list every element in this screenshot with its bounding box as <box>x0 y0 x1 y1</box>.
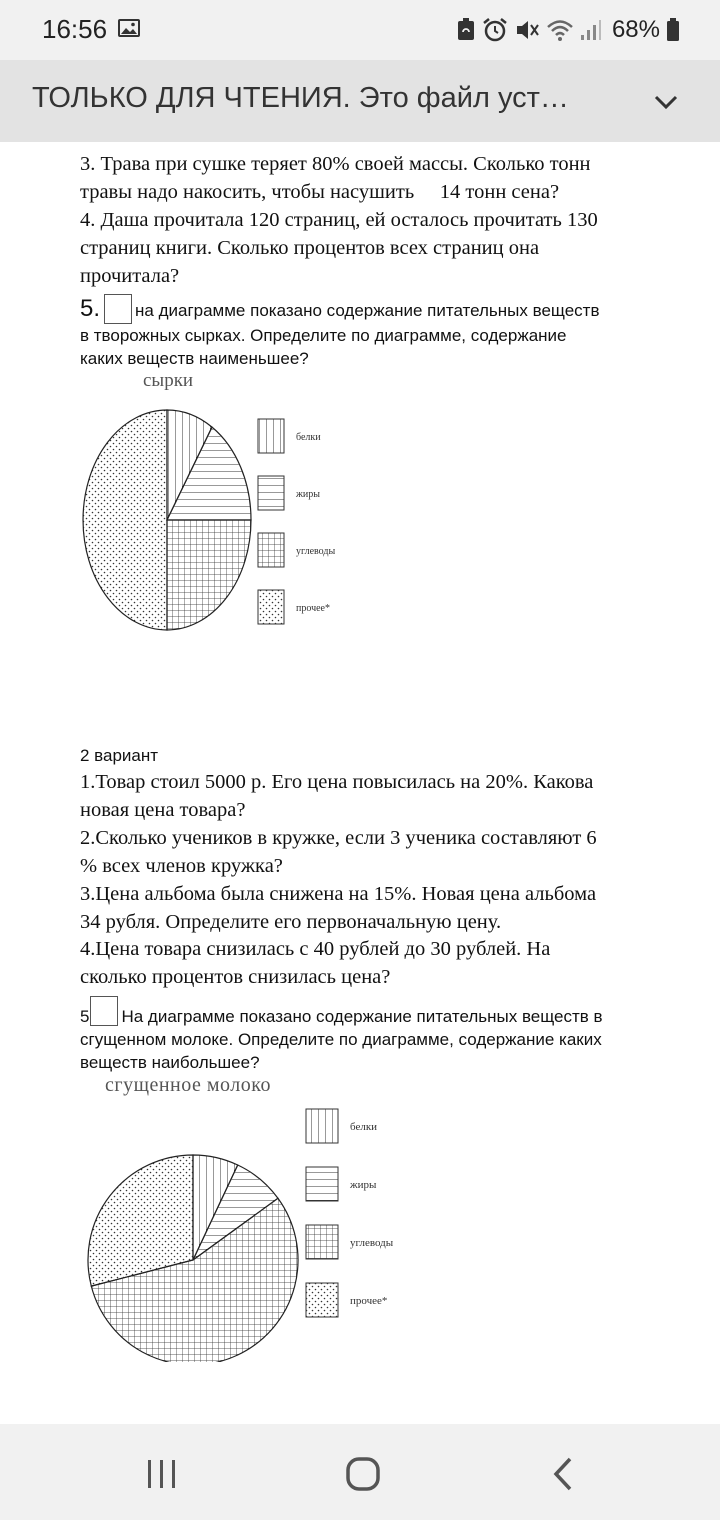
recycle-icon <box>456 18 476 42</box>
pie-chart-syrki <box>70 394 430 644</box>
document-page[interactable] <box>0 142 720 1424</box>
legend-label-3: прочее* <box>350 1295 388 1307</box>
legend-swatch-3 <box>258 590 284 624</box>
legend-swatch-2 <box>258 533 284 567</box>
status-icons <box>456 16 680 44</box>
chart-1-title: сырки <box>143 370 194 391</box>
legend-swatch-0 <box>258 419 284 453</box>
navigation-bar <box>0 1424 720 1520</box>
alarm-icon <box>482 17 508 43</box>
battery-icon <box>666 18 680 42</box>
legend-label-2: углеводы <box>296 546 336 557</box>
v2-question-3: 3.Цена альбома была снижена на 15%. Новая цена альбома 34 рубля. Определите его первоначальную цену. <box>80 883 597 933</box>
legend-swatch-1 <box>306 1167 338 1201</box>
read-only-banner-title: ТОЛЬКО ДЛЯ ЧТЕНИЯ. Это файл уст… <box>32 82 569 114</box>
wifi-icon <box>546 18 574 42</box>
v2-question-2: 2.Сколько учеников в кружке, если 3 ученика составляют 6 % всех членов кружка? <box>80 827 597 877</box>
chart-2-title: сгущенное молоко <box>105 1074 271 1096</box>
v2-question-5: 5 На диаграмме показано содержание питательных веществ в сгущенном молоке. Определите по диаграмме, содержание каких веществ наибольшее? <box>80 996 660 1074</box>
legend-swatch-3 <box>306 1283 338 1317</box>
signal-icon <box>580 18 602 42</box>
document-toolbar <box>0 60 720 142</box>
recent-apps-icon[interactable] <box>140 1452 184 1496</box>
status-time: 16:56 <box>42 14 108 44</box>
chevron-down-icon[interactable] <box>648 84 684 120</box>
legend-label-2: углеводы <box>350 1237 394 1249</box>
v2-question-5-number: 5 <box>80 1007 90 1026</box>
legend-label-0: белки <box>350 1121 378 1133</box>
legend-swatch-1 <box>258 476 284 510</box>
v2-answer-checkbox <box>90 996 118 1026</box>
pie-chart-sgushchennoe-moloko <box>80 1102 440 1362</box>
legend-label-3: прочее* <box>296 603 330 614</box>
image-icon <box>118 19 140 37</box>
question-4: 4. Даша прочитала 120 страниц, ей осталось прочитать 130 страниц книги. Сколько процентов всех страниц она прочитала? <box>80 209 598 287</box>
battery-percent: 68% <box>611 16 660 43</box>
legend-swatch-0 <box>306 1109 338 1143</box>
legend-label-1: жиры <box>350 1179 377 1191</box>
mute-icon <box>514 17 540 43</box>
question-5-number: 5. <box>80 295 101 322</box>
back-icon[interactable] <box>542 1452 586 1496</box>
question-3: 3. Трава при сушке теряет 80% своей массы. Сколько тонн травы надо накосить, чтобы насушить 14 тонн сена? <box>80 153 591 203</box>
variant-2-heading: 2 вариант <box>80 746 159 765</box>
status-bar <box>0 0 720 60</box>
legend-label-1: жиры <box>296 489 320 500</box>
pie-slice-3 <box>83 410 167 630</box>
pie-slice-2 <box>167 520 251 630</box>
question-5: 5. на диаграмме показано содержание питательных веществ в творожных сырках. Определите по диаграмме, содержание каких веществ наименьшее? <box>80 295 600 368</box>
legend-label-0: белки <box>296 432 321 443</box>
answer-checkbox <box>104 294 132 324</box>
legend-swatch-2 <box>306 1225 338 1259</box>
v2-question-1: 1.Товар стоил 5000 р. Его цена повысилась на 20%. Какова новая цена товара? <box>80 771 594 821</box>
v2-question-4: 4.Цена товара снизилась с 40 рублей до 30 рублей. На сколько процентов снизилась цена? <box>80 938 551 988</box>
home-icon[interactable] <box>341 1452 385 1496</box>
